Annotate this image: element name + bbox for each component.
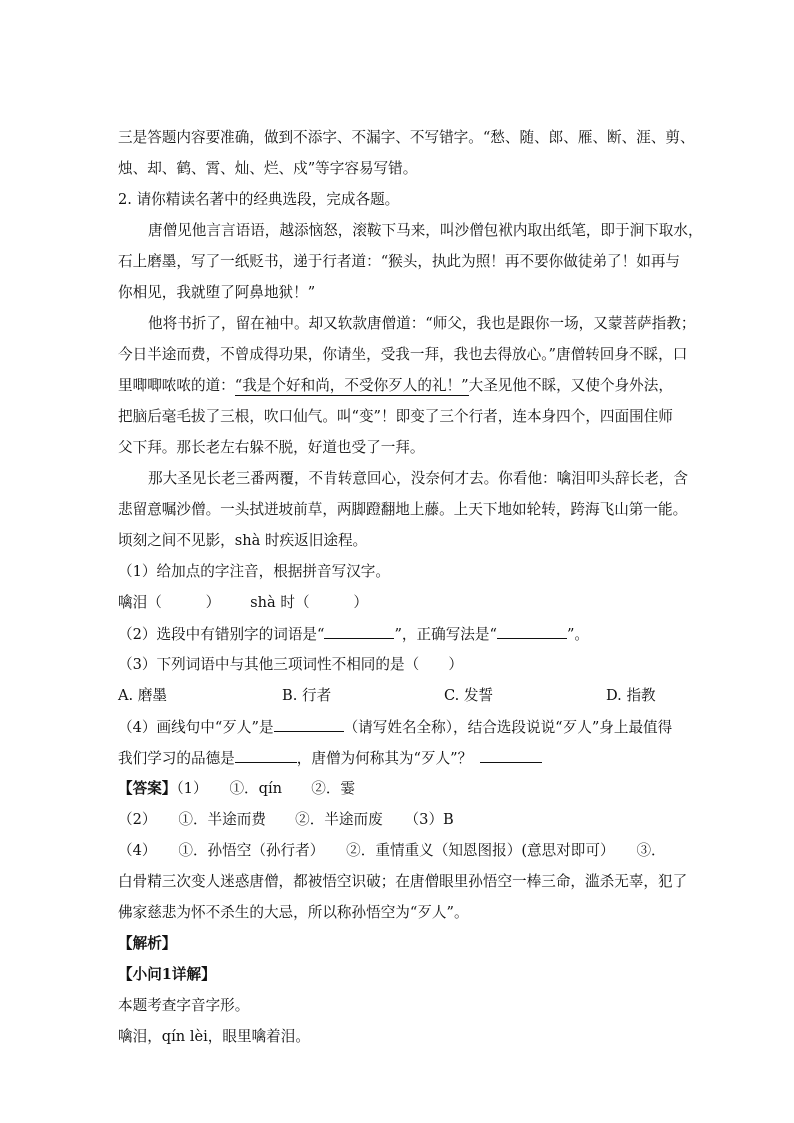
text-span: 我们学习的品德是 (118, 750, 235, 767)
sub-question-4 (118, 717, 672, 738)
passage-line: 你相见，我就堕了阿鼻地狱！” (118, 284, 316, 301)
sub-question-2 (118, 624, 589, 645)
text-span: ”，正确写法是“ (394, 626, 497, 643)
answer-blank (480, 748, 542, 763)
analysis-line: 本题考查字音字形。 (118, 997, 250, 1014)
answer-blank (274, 717, 344, 732)
answer-label: 【答案】 (118, 780, 177, 797)
answer-line: （2） ①．半途而费 ②．半途而废 （3）B (118, 811, 454, 828)
text-line: 三是答题内容要准确，做到不添字、不漏字、不写错字。“愁、随、郎、雁、断、涯、剪、 (118, 129, 695, 146)
blank-qin: 噙泪（ ） (118, 594, 221, 611)
passage-line: 悲留意嘱沙僧。一头拭迸坡前草，两脚蹬翻地上藤。上天下地如轮转，跨海飞山第一能。 (118, 501, 688, 518)
passage-line: 唐僧见他言言语语，越添恼怒，滚鞍下马来，叫沙僧包袱内取出纸笔，即于涧下取水， (148, 222, 703, 239)
sub-question-3: （3）下列词语中与其他三项词性不相同的是（ ） (118, 656, 463, 673)
answer-line (118, 779, 355, 799)
passage-line: 顷刻之间不见影，shà 时疾返旧途程。 (118, 532, 368, 549)
blank-sha: shà 时（ ） (250, 594, 368, 611)
options-row (0, 686, 794, 706)
underlined-sentence: “我是个好和尚，不受你歹人的礼！” (234, 377, 469, 394)
text-span: ，唐僧为何称其为“歹人”？ (296, 750, 473, 767)
answer-line: 佛家慈悲为怀不杀生的大忌，所以称孙悟空为“歹人”。 (118, 904, 469, 921)
passage-line: 今日半途而费，不曾成得功果，你请坐，受我一拜，我也去得放心。”唐僧转回身不睬，口 (118, 346, 688, 363)
passage-line: 把脑后毫毛拔了三根，吹口仙气。叫“变”！即变了三个行者，连本身四个，四面围住师 (118, 408, 673, 425)
text-line: 烛、却、鹤、霄、灿、烂、戍”等字容易写错。 (118, 160, 418, 177)
option-d: D. 指教 (606, 687, 656, 704)
option-a: A. 磨墨 (118, 687, 168, 704)
passage-line: 那大圣见长老三番两覆，不肯转意回心，没奈何才去。你看他：噙泪叩头辞长老，含 (148, 470, 688, 487)
answer-blank (324, 624, 394, 639)
answer-line: 白骨精三次变人迷惑唐僧，都被悟空识破；在唐僧眼里孙悟空一棒三命，滥杀无辜，犯了 (118, 873, 688, 890)
option-b: B. 行者 (282, 687, 332, 704)
question-2-title: 2. 请你精读名著中的经典选段，完成各题。 (118, 191, 400, 208)
passage-line: 父下拜。那长老左右躲不脱，好道也受了一拜。 (118, 439, 425, 456)
passage-line: 石上磨墨，写了一纸贬书，递于行者道：“猴头，执此为照！再不要你做徒弟了！如再与 (118, 253, 681, 270)
answer-line: （4） ①．孙悟空（孙行者） ②．重情重义（知恩图报）(意思对即可） ③． (118, 842, 666, 859)
answer-blank (497, 624, 567, 639)
text-span: ”。 (566, 626, 590, 643)
text-span: （请写姓名全称），结合选段说说“歹人”身上最值得 (343, 719, 673, 736)
text-span: 里唧唧哝哝的道： (118, 377, 235, 394)
analysis-line: 噙泪，qín lèi，眼里噙着泪。 (118, 1028, 310, 1045)
passage-line: 他将书折了，留在袖中。却又软款唐僧道：“师父，我也是跟你一场，又蒙菩萨指教； (148, 315, 696, 332)
sub-question-1-detail-heading: 【小问1详解】 (118, 966, 216, 983)
sub-question-1-blanks (118, 593, 368, 613)
option-c: C. 发誓 (444, 687, 494, 704)
sub-question-4-cont (118, 748, 542, 769)
text-span: 大圣见他不睬，又使个身外法， (468, 377, 673, 394)
text-span: （1） ①．qín ②．霎 (176, 780, 356, 797)
passage-line (118, 376, 673, 396)
analysis-heading: 【解析】 (118, 935, 177, 952)
text-span: （4）画线句中“歹人”是 (118, 719, 274, 736)
answer-blank (235, 748, 297, 763)
text-span: （2）选段中有错别字的词语是“ (118, 626, 325, 643)
sub-question-1: （1）给加点的字注音，根据拼音写汉字。 (118, 563, 390, 580)
